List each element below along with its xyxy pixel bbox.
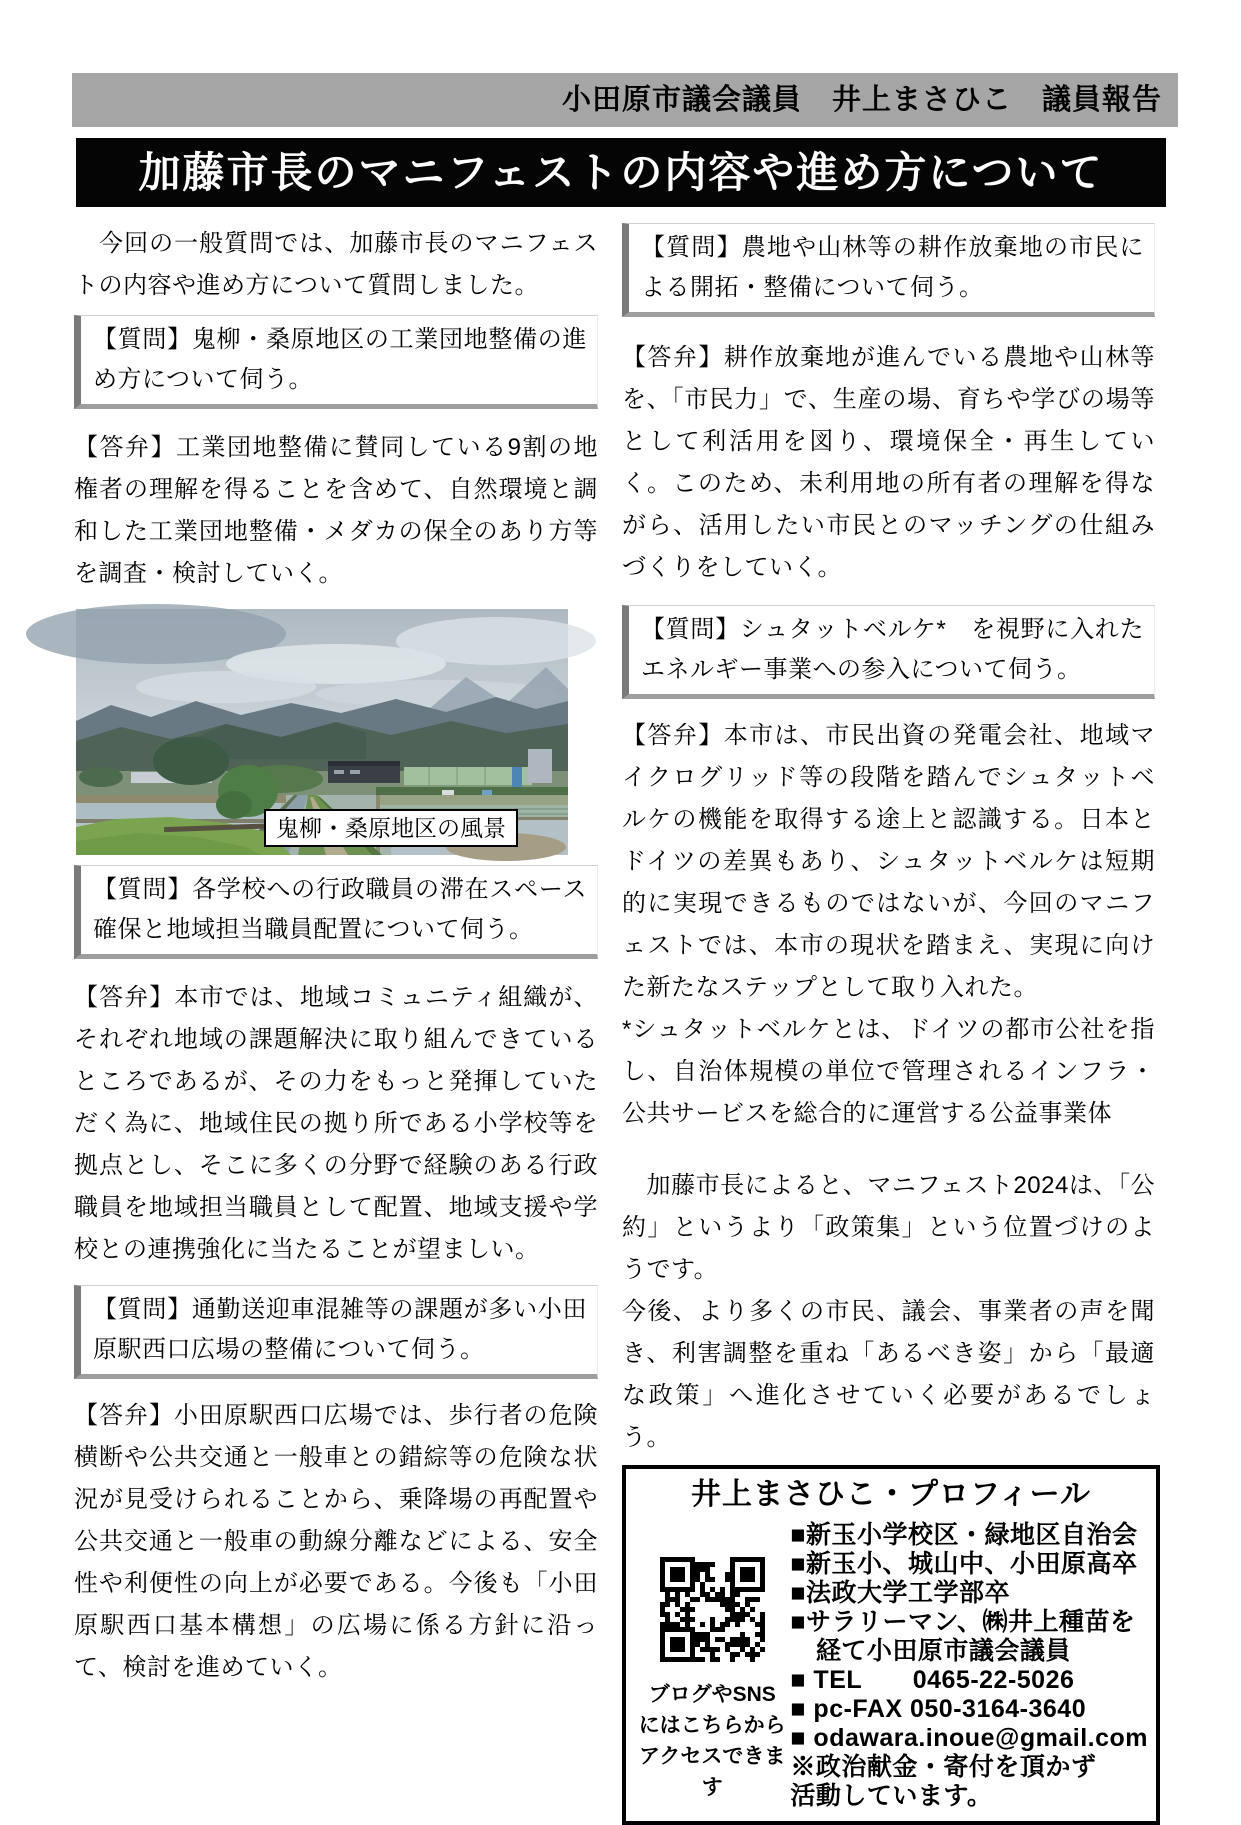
answer-paragraph-4: 【答弁】耕作放棄地が進んでいる農地や山林等を、「市民力」で、生産の場、育ちや学びの場等として利活用を図り、環境保全・再生していく。このため、未利用地の所有者の理解を得ながら、活用したい市民とのマッチングの仕組みづくりをしていく。 — [622, 344, 1155, 581]
question-box-5 — [622, 605, 1155, 699]
intro-paragraph: 今回の一般質問では、加藤市長のマニフェストの内容や進め方について質問しました。 — [74, 230, 598, 299]
title-banner — [76, 138, 1166, 207]
answer-paragraph-3: 【答弁】小田原駅西口広場では、歩行者の危険横断や公共交通と一般車との錯綜等の危険な状況が見受けられることから、乗降場の再配置や公共交通と一般車の動線分離などによる、安全性や利便性の向上が必要である。今後も「小田原駅西口基本構想」の広場に係る方針に沿って、検討を進めていく。 — [74, 1402, 598, 1681]
profile-item-1: ■新玉小学校区・緑地区自治会 — [790, 1521, 1138, 1549]
question-text-3: 【質問】通勤送迎車混雑等の課題が多い小田原駅西口広場の整備について伺う。 — [93, 1296, 587, 1363]
question-text-5: 【質問】シュタットベルケ* を視野に入れたエネルギー事業への参入について伺う。 — [641, 616, 1144, 683]
right-column — [622, 207, 1155, 1825]
answer-paragraph-1: 【答弁】工業団地整備に賛同している9割の地権者の理解を得ることを含めて、自然環境と調和した工業団地整備・メダカの保全のあり方等を調査・検討していく。 — [74, 434, 598, 587]
closing-paragraph-1: 加藤市長によると、マニフェスト2024は、「公約」というより「政策集」という位置づけのようです。 — [622, 1172, 1155, 1283]
qr-caption-line-1: ブログやSNS — [648, 1683, 776, 1706]
profile-item-10: 活動しています。 — [790, 1782, 993, 1810]
profile-box — [622, 1465, 1160, 1825]
qr-column — [634, 1517, 790, 1811]
profile-item-8: ■ odawara.inoue@gmail.com — [790, 1724, 1148, 1752]
question-text-4: 【質問】農地や山林等の耕作放棄地の市民による開拓・整備について伺う。 — [641, 234, 1144, 301]
profile-content — [634, 1517, 1148, 1811]
profile-item-2: ■新玉小、城山中、小田原高卒 — [790, 1550, 1138, 1578]
question-box-2 — [74, 865, 598, 959]
header-label: 小田原市議会議員 井上まさひこ 議員報告 — [561, 84, 1162, 116]
question-box-3 — [74, 1285, 598, 1379]
qr-caption-line-2: にはこちらから — [638, 1714, 786, 1737]
closing-paragraph-2: 今後、より多くの市民、議会、事業者の声を聞き、利害調整を重ね「あるべき姿」から「最適な政策」へ進化させていく必要があるでしょう。 — [622, 1298, 1155, 1451]
answer-paragraph-2: 【答弁】本市では、地域コミュニティ組織が、それぞれ地域の課題解決に取り組んできているところであるが、その力をもっと発揮していただく為に、地域住民の拠り所である小学校等を拠点とし、そこに多くの分野で経験のある行政職員を地域担当職員として配置、地域支援や学校との連携強化に当たることが望ましい。 — [74, 984, 598, 1263]
header-bar — [72, 73, 1178, 127]
profile-title: 井上まさひこ・プロフィール — [691, 1478, 1091, 1511]
photo-caption: 鬼柳・桑原地区の風景 — [264, 809, 518, 847]
question-box-1 — [74, 315, 598, 409]
profile-item-6: ■ TEL 0465-22-5026 — [790, 1666, 1075, 1694]
landscape-photo — [76, 609, 568, 855]
qr-code — [660, 1557, 765, 1662]
profile-list — [790, 1517, 1148, 1811]
left-column — [74, 207, 598, 1689]
profile-item-3: ■法政大学工学部卒 — [790, 1579, 1010, 1607]
question-box-4 — [622, 223, 1155, 317]
profile-item-5: 経て小田原市議会議員 — [790, 1637, 1071, 1665]
question-text-1: 【質問】鬼柳・桑原地区の工業団地整備の進め方について伺う。 — [93, 326, 587, 393]
qr-caption-line-3: アクセスできます — [639, 1745, 786, 1799]
profile-item-4: ■サラリーマン、㈱井上種苗を — [790, 1608, 1136, 1636]
profile-item-9: ※政治献金・寄付を頂かず — [790, 1753, 1097, 1781]
qr-caption — [634, 1679, 790, 1803]
question-text-2: 【質問】各学校への行政職員の滞在スペース確保と地域担当職員配置について伺う。 — [93, 876, 587, 943]
profile-item-7: ■ pc-FAX 050-3164-3640 — [790, 1695, 1087, 1723]
footnote-paragraph: *シュタットベルケとは、ドイツの都市公社を指し、自治体規模の単位で管理されるインフラ・公共サービスを総合的に運営する公益事業体 — [622, 1016, 1155, 1127]
page-title: 加藤市長のマニフェストの内容や進め方について — [138, 149, 1104, 196]
answer-paragraph-5: 【答弁】本市は、市民出資の発電会社、地域マイクログリッド等の段階を踏んでシュタットベルケの機能を取得する途上と認識する。日本とドイツの差異もあり、シュタットベルケは短期的に実現できるものではないが、今回のマニフェストでは、本市の現状を踏まえ、実現に向けた新たなステップとして取り入れた。 — [622, 722, 1155, 1001]
